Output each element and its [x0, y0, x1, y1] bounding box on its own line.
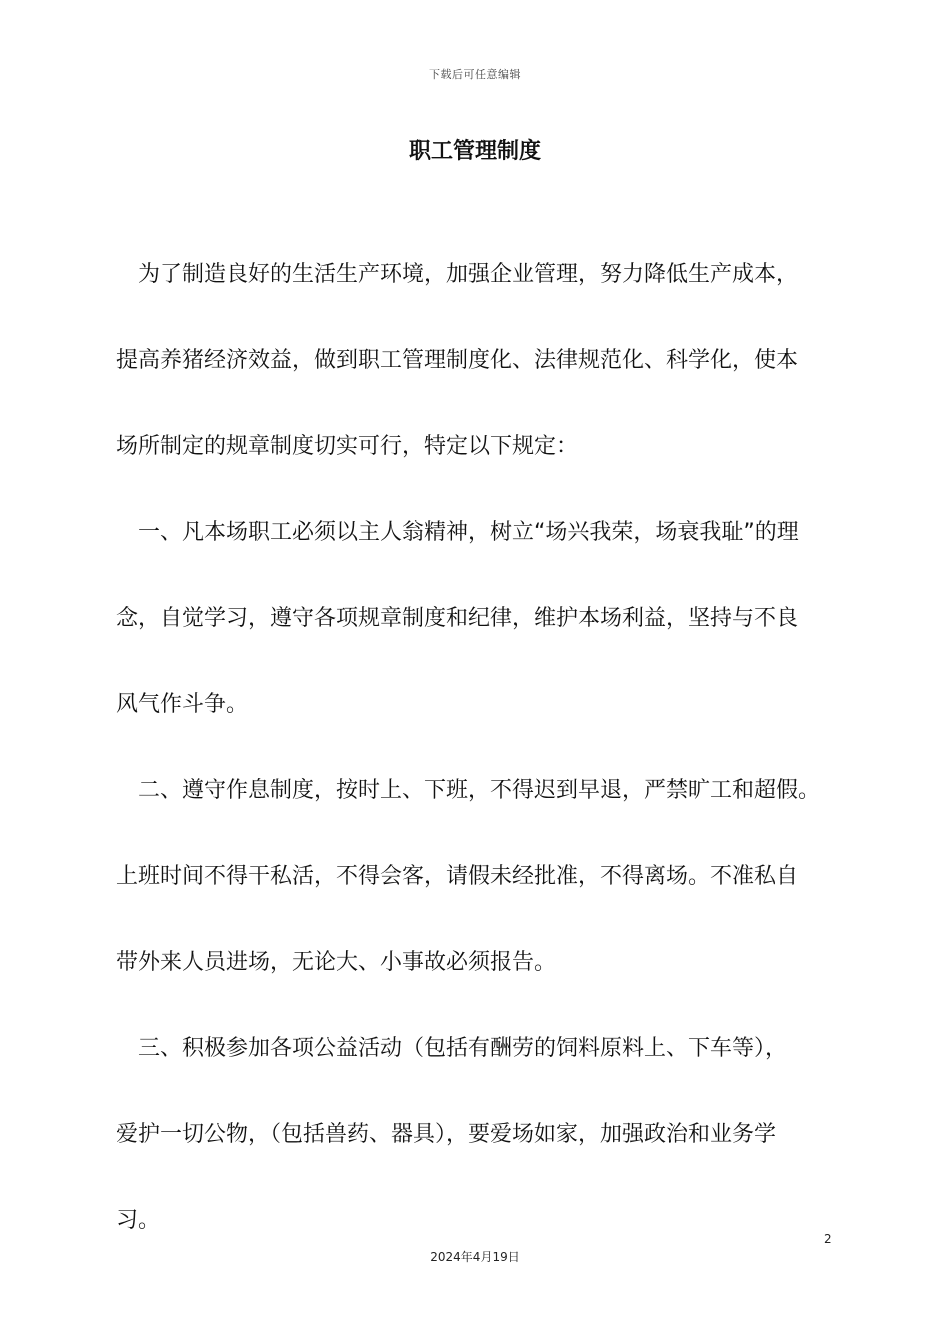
rule-1-line-2: 念，自觉学习，遵守各项规章制度和纪律，维护本场利益，坚持与不良 [116, 606, 799, 631]
paragraph-intro-line-2: 提高养猪经济效益，做到职工管理制度化、法律规范化、科学化，使本 [116, 348, 799, 373]
header-note: 下载后可任意编辑 [429, 68, 521, 81]
rule-3-line-1: 三、积极参加各项公益活动（包括有酬劳的饲料原料上、下车等）， [138, 1036, 788, 1061]
document-title: 职工管理制度 [408, 139, 541, 164]
rule-3-line-2: 爱护一切公物，（包括兽药、器具），要爱场如家，加强政治和业务学 [116, 1122, 777, 1147]
document-body [116, 248, 836, 1280]
rule-1-line-3: 风气作斗争。 [116, 692, 249, 717]
rule-2-line-3: 带外来人员进场，无论大、小事故必须报告。 [116, 950, 557, 975]
rule-3-line-3: 习。 [116, 1208, 161, 1233]
paragraph-intro-line-3: 场所制定的规章制度切实可行，特定以下规定： [116, 434, 579, 459]
footer-date: 2024年4月19日 [430, 1250, 520, 1264]
page-number: 2 [824, 1232, 832, 1246]
rule-2-line-2: 上班时间不得干私活，不得会客，请假未经批准，不得离场。不准私自 [116, 864, 799, 889]
rule-1-line-1: 一、凡本场职工必须以主人翁精神，树立“场兴我荣，场衰我耻”的理 [138, 520, 799, 545]
rule-2-line-1: 二、遵守作息制度，按时上、下班，不得迟到早退，严禁旷工和超假。 [138, 778, 821, 803]
paragraph-intro-line-1: 为了制造良好的生活生产环境，加强企业管理，努力降低生产成本， [138, 262, 799, 287]
